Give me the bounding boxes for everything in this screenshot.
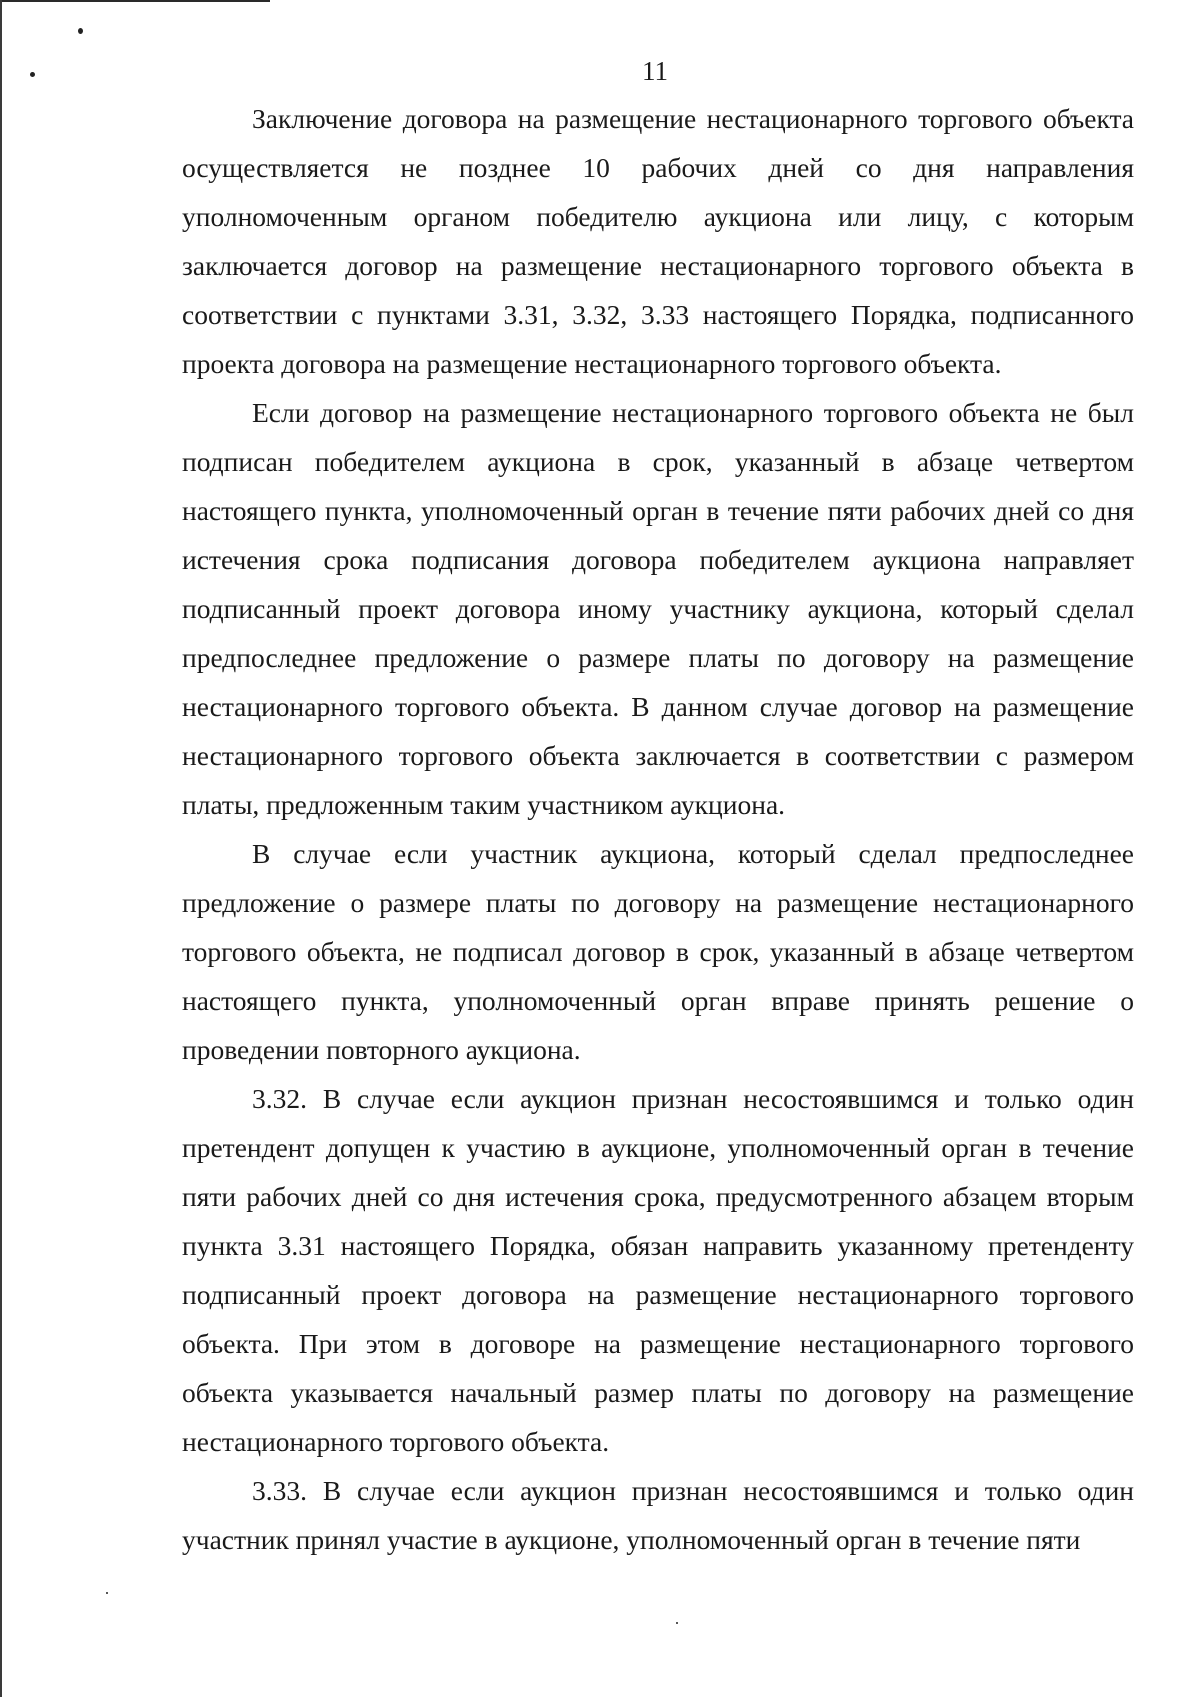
document-body: [182, 94, 1134, 1564]
scan-speck: [676, 1622, 678, 1624]
page-number: 11: [642, 56, 668, 86]
paragraph: Заключение договора на размещение нестационарного торгового объекта осуществляется не позднее 10 рабочих дней со дня направления уполномоченным органом победителю аукциона или лицу, с которым заключается договор на размещение нестационарного торгового объекта в соответствии с пунктами 3.31, 3.32, 3.33 настоящего Порядка, подписанного проекта договора на размещение нестационарного торгового объекта.: [182, 103, 1134, 379]
paragraph: 3.32. В случае если аукцион признан несостоявшимся и только один претендент допущен к участию в аукционе, уполномоченный орган в течение пяти рабочих дней со дня истечения срока, предусмотренного абзацем вторым пункта 3.31 настоящего Порядка, обязан направить указанному претенденту подписанный проект договора на размещение нестационарного торгового объекта. При этом в договоре на размещение нестационарного торгового объекта указывается начальный размер платы по договору на размещение нестационарного торгового объекта.: [182, 1083, 1134, 1457]
paragraph: 3.33. В случае если аукцион признан несостоявшимся и только один участник принял участие в аукционе, уполномоченный орган в течение пяти: [182, 1475, 1134, 1555]
paragraph: Если договор на размещение нестационарного торгового объекта не был подписан победителем аукциона в срок, указанный в абзаце четвертом настоящего пункта, уполномоченный орган в течение пяти рабочих дней со дня истечения срока подписания договора победителем аукциона направляет подписанный проект договора иному участнику аукциона, который сделал предпоследнее предложение о размере платы по договору на размещение нестационарного торгового объекта. В данном случае договор на размещение нестационарного торгового объекта заключается в соответствии с размером платы, предложенным таким участником аукциона.: [182, 397, 1134, 820]
scan-speck: [106, 1592, 108, 1594]
paragraph: В случае если участник аукциона, который сделал предпоследнее предложение о размере платы по договору на размещение нестационарного торгового объекта, не подписал договор в срок, указанный в абзаце четвертом настоящего пункта, уполномоченный орган вправе принять решение о проведении повторного аукциона.: [182, 838, 1134, 1065]
scan-edge-left: [0, 0, 2, 1697]
scan-speck: [78, 28, 83, 34]
scan-edge-top: [0, 0, 270, 2]
